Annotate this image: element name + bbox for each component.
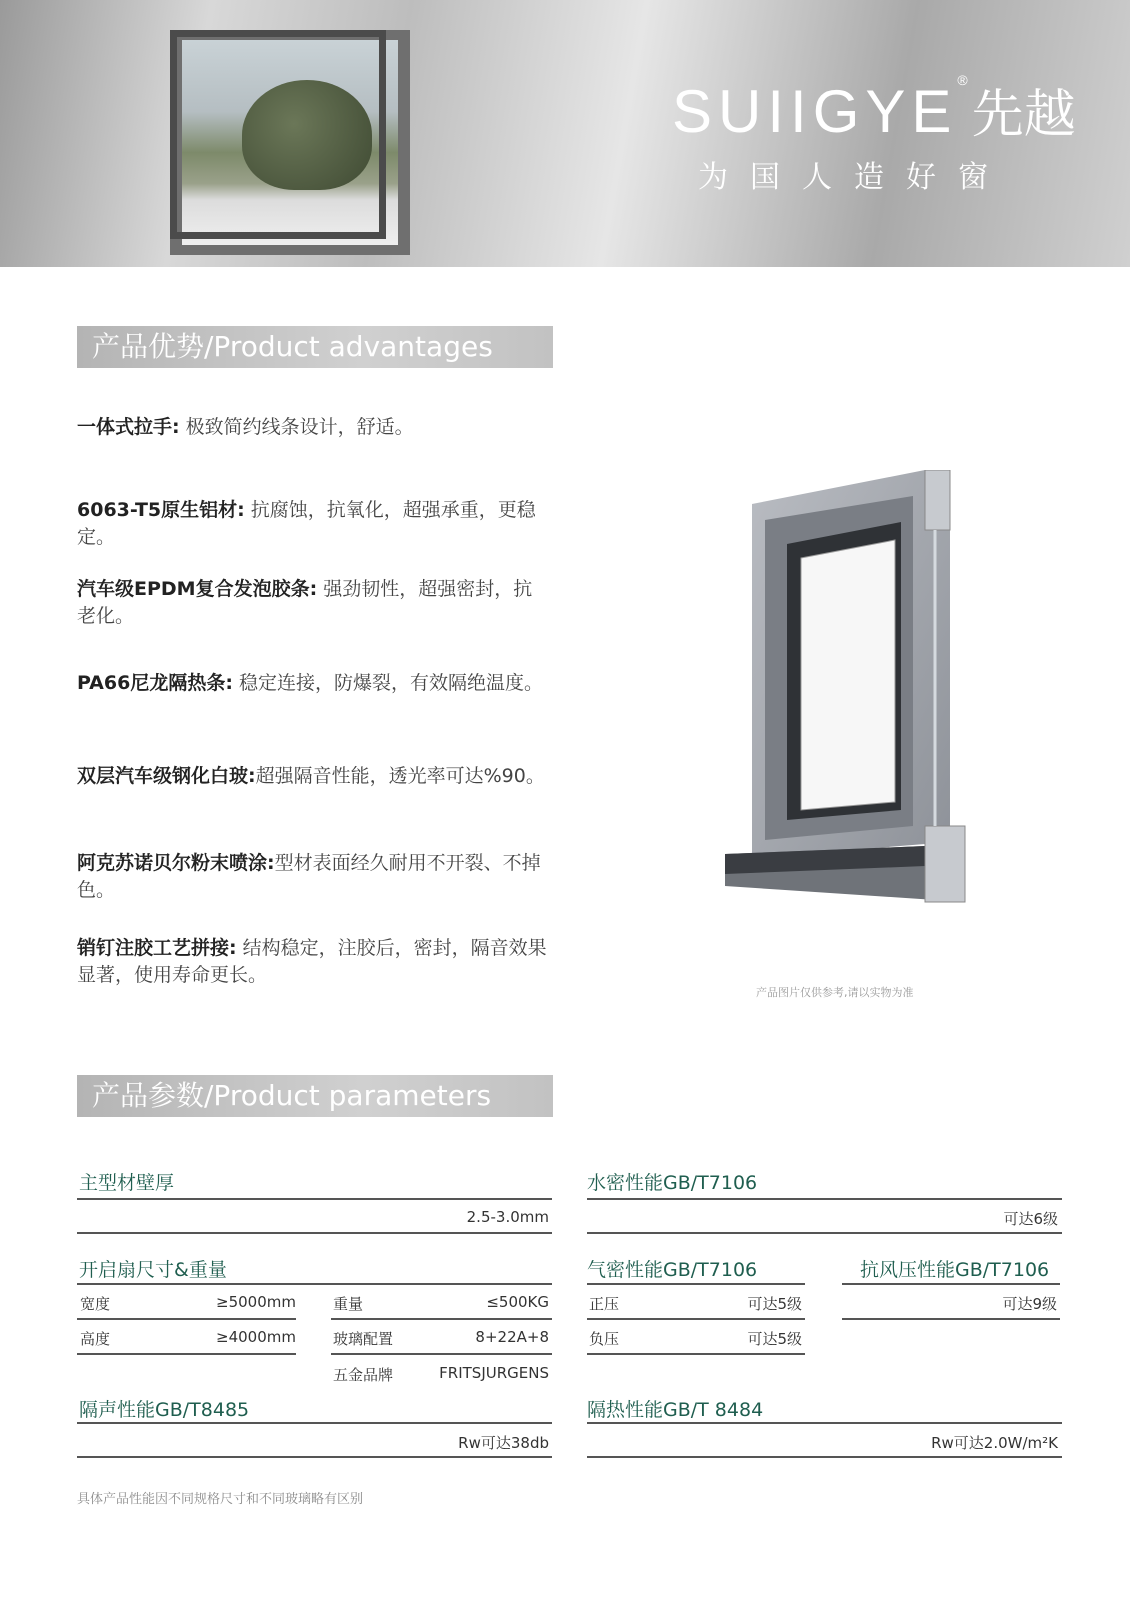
hardware-value: FRITSJURGENS — [439, 1364, 549, 1382]
divider — [587, 1232, 1062, 1234]
advantage-item — [77, 763, 547, 790]
glass-label: 玻璃配置 — [333, 1330, 394, 1348]
brand-logo — [672, 72, 1076, 147]
divider — [587, 1318, 805, 1320]
thermal-insulation-label: 隔热性能GB/T 8484 — [587, 1399, 764, 1421]
divider — [587, 1456, 1062, 1458]
advantage-text: 极致简约线条设计，舒适。 — [179, 416, 414, 438]
advantage-key: 阿克苏诺贝尔粉末喷涂: — [77, 852, 275, 874]
advantage-text: 抗腐蚀，抗氧化，超强承重，更稳定。 — [77, 499, 536, 548]
divider — [77, 1422, 552, 1424]
advantage-key: 双层汽车级钢化白玻: — [77, 765, 256, 787]
window-profile-image — [725, 470, 985, 930]
window-frame-image — [170, 30, 386, 239]
width-label: 宽度 — [80, 1295, 111, 1313]
window-photo — [170, 30, 410, 255]
advantage-text: 稳定连接，防爆裂，有效隔绝温度。 — [232, 672, 543, 694]
advantage-item — [77, 850, 547, 904]
divider — [331, 1318, 552, 1320]
footnote: 具体产品性能因不同规格尺寸和不同玻璃略有区别 — [77, 1492, 364, 1507]
sash-label: 开启扇尺寸&重量 — [79, 1259, 227, 1281]
advantage-item — [77, 935, 547, 989]
advantage-key: 汽车级EPDM复合发泡胶条: — [77, 578, 318, 600]
advantage-key: 销钉注胶工艺拼接: — [77, 937, 237, 959]
advantage-item — [77, 414, 547, 441]
hero-banner — [0, 0, 1130, 267]
parameters-heading: 产品参数/Product parameters — [77, 1075, 553, 1117]
negative-pressure-value: 可达5级 — [747, 1330, 802, 1348]
divider — [587, 1283, 805, 1285]
divider — [77, 1353, 296, 1355]
advantage-key: PA66尼龙隔热条: — [77, 672, 233, 694]
wall-thickness-label: 主型材壁厚 — [79, 1172, 175, 1194]
image-caption: 产品图片仅供参考,请以实物为准 — [756, 986, 914, 999]
advantage-key: 6063-T5原生铝材: — [77, 499, 245, 521]
air-tightness-label: 气密性能GB/T7106 — [587, 1259, 758, 1281]
wind-pressure-value: 可达9级 — [1002, 1295, 1057, 1313]
sound-insulation-value: Rw可达38db — [458, 1434, 549, 1452]
height-value: ≥4000mm — [216, 1328, 296, 1346]
divider — [77, 1283, 552, 1285]
weight-value: ≤500KG — [486, 1293, 549, 1311]
advantage-item — [77, 670, 547, 697]
advantage-text: 超强隔音性能，透光率可达%90。 — [255, 765, 545, 787]
advantage-text: 型材表面经久耐用不开裂、不掉色。 — [77, 852, 541, 901]
water-tightness-label: 水密性能GB/T7106 — [587, 1172, 758, 1194]
hardware-label: 五金品牌 — [333, 1366, 394, 1384]
divider — [77, 1318, 296, 1320]
brand-slogan: 为国人造好窗 — [698, 160, 1010, 195]
divider — [842, 1318, 1060, 1320]
advantage-text: 结构稳定，注胶后，密封，隔音效果显著，使用寿命更长。 — [77, 937, 547, 986]
negative-pressure-label: 负压 — [589, 1330, 620, 1348]
logo-latin: SUIIGYE — [672, 78, 958, 145]
logo-chinese: 先越 — [971, 85, 1076, 145]
height-label: 高度 — [80, 1330, 111, 1348]
advantages-heading: 产品优势/Product advantages — [77, 326, 553, 368]
advantage-item — [77, 576, 547, 630]
divider — [587, 1353, 805, 1355]
divider — [842, 1283, 1060, 1285]
divider — [587, 1198, 1062, 1200]
positive-pressure-value: 可达5级 — [747, 1295, 802, 1313]
glass-value: 8+22A+8 — [475, 1328, 549, 1346]
advantage-item — [77, 497, 547, 551]
wind-pressure-label: 抗风压性能GB/T7106 — [860, 1259, 1050, 1281]
divider — [77, 1456, 552, 1458]
divider — [77, 1232, 552, 1234]
divider — [587, 1422, 1062, 1424]
registered-mark: ® — [957, 72, 968, 88]
thermal-insulation-value: Rw可达2.0W/m²K — [931, 1434, 1058, 1452]
divider — [77, 1198, 552, 1200]
water-tightness-value: 可达6级 — [1003, 1210, 1058, 1228]
wall-thickness-value: 2.5-3.0mm — [466, 1208, 549, 1226]
sound-insulation-label: 隔声性能GB/T8485 — [79, 1399, 250, 1421]
advantage-key: 一体式拉手: — [77, 416, 180, 438]
advantage-text: 强劲韧性，超强密封，抗老化。 — [77, 578, 533, 627]
width-value: ≥5000mm — [216, 1293, 296, 1311]
divider — [331, 1353, 552, 1355]
weight-label: 重量 — [333, 1295, 364, 1313]
positive-pressure-label: 正压 — [589, 1295, 620, 1313]
